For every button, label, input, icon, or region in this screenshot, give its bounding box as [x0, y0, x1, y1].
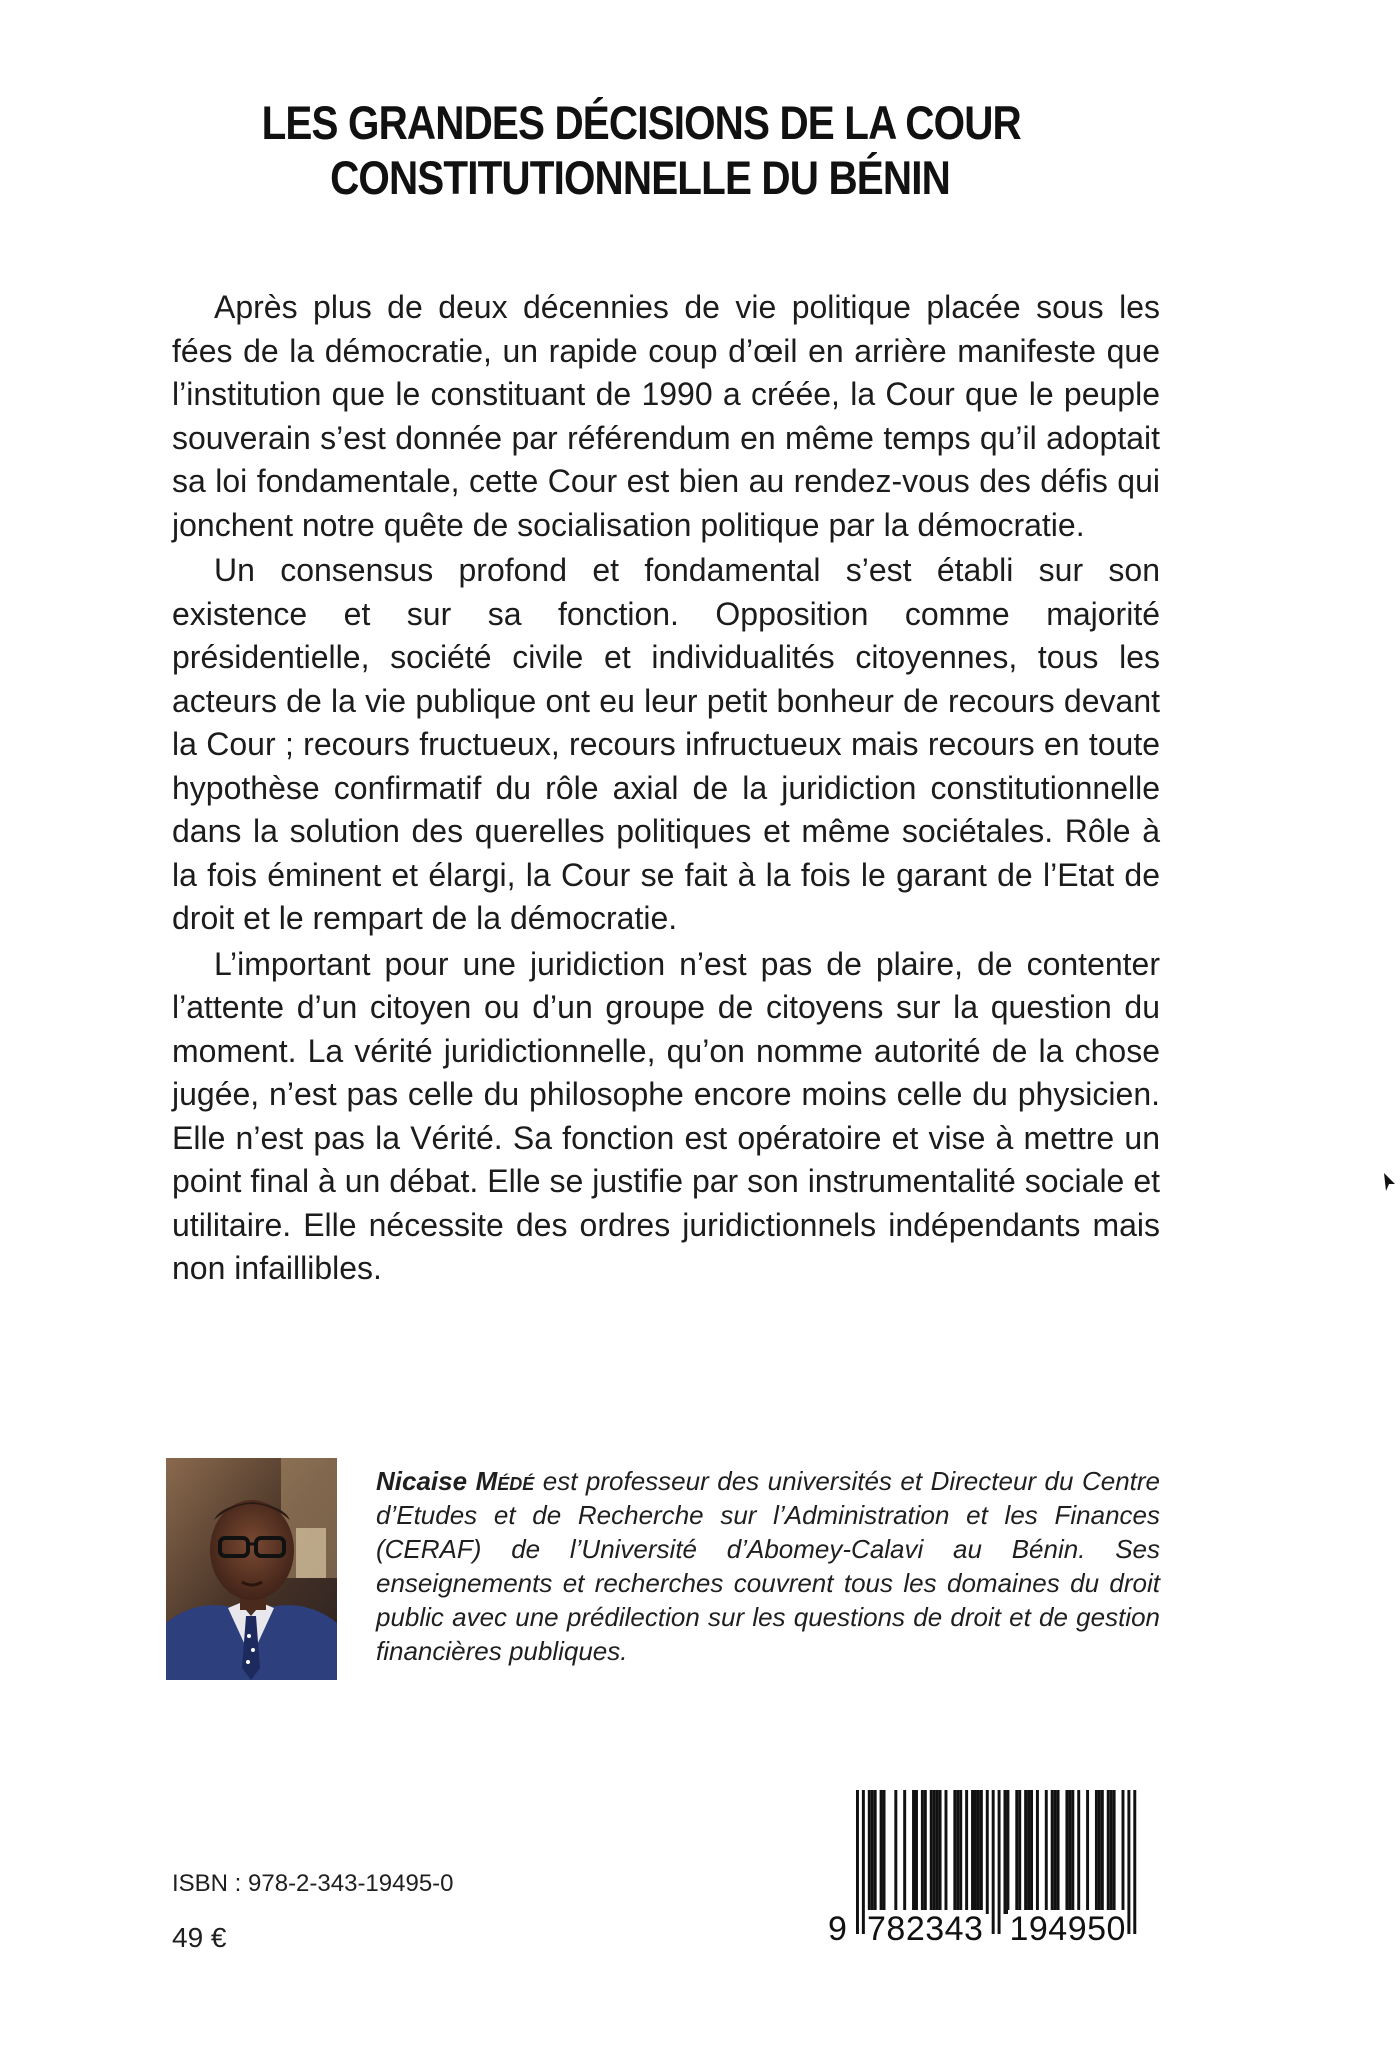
barcode-bar: [939, 1790, 942, 1914]
blurb-paragraph-1: Après plus de deux décennies de vie politique placée sous les fées de la démocratie, un rapide coup d’œil en arrière manifeste que l’institution que le constituant de 1990 a créée, la Cour que le peuple souverain s’est donnée par référendum en même temps qu’il adoptait sa loi fondamentale, cette Cour est bien au rendez-vous des défis qui jonchent notre quête de socialisation politique par la démocratie.: [172, 289, 1160, 543]
barcode-group-1: 782343: [867, 1910, 984, 1948]
barcode-bar: [874, 1790, 877, 1914]
barcode-bar: [912, 1790, 915, 1914]
barcode-bar: [1101, 1790, 1104, 1914]
author-photo: [166, 1458, 337, 1680]
barcode-bar: [936, 1790, 939, 1914]
barcode-bar: [880, 1790, 883, 1914]
barcode-bar: [1027, 1790, 1030, 1914]
book-title: [262, 95, 1019, 205]
barcode-bar: [1095, 1790, 1098, 1914]
barcode-bar: [1057, 1790, 1060, 1914]
barcode-bar: [871, 1790, 874, 1914]
author-bio-text: est professeur des universités et Directeur du Centre d’Etudes et de Recherche sur l’Administration et les Finances (CERAF) de l’Université d’Abomey-Calavi au Bénin. Ses enseignements et recherches couvrent tous les domaines du droit public avec une prédilection sur les questions de droit et de gestion financières publiques.: [376, 1466, 1160, 1666]
author-first-name: Nicaise: [376, 1466, 468, 1496]
barcode-bar: [1045, 1790, 1048, 1914]
barcode-bar: [1086, 1790, 1089, 1914]
barcode-bar: [1018, 1790, 1021, 1914]
book-title-line-1: LES GRANDES DÉCISIONS DE LA COUR: [261, 96, 1021, 149]
barcode-bar: [945, 1790, 948, 1914]
isbn: ISBN : 978-2-343-19495-0: [172, 1870, 454, 1897]
barcode-number: [828, 1910, 1158, 1949]
barcode-bar: [1077, 1790, 1080, 1914]
barcode-group-2: 194950: [1009, 1910, 1126, 1948]
barcode-bar: [930, 1790, 933, 1914]
arrow-cursor-icon: [1383, 1172, 1397, 1192]
barcode-bar: [1113, 1790, 1116, 1914]
barcode-bar: [1107, 1790, 1110, 1914]
barcode-bar: [915, 1790, 918, 1914]
barcode-bar: [903, 1790, 906, 1914]
barcode-bar: [1030, 1790, 1033, 1914]
barcode-bar: [1071, 1790, 1074, 1914]
barcode-bar: [977, 1790, 980, 1914]
barcode-bar: [1065, 1790, 1068, 1914]
barcode-bar: [1068, 1790, 1071, 1914]
barcode-bar: [965, 1790, 968, 1914]
barcode-bar: [933, 1790, 936, 1914]
barcode-bar: [1024, 1790, 1027, 1914]
barcode-bar: [953, 1790, 956, 1914]
barcode-bar: [1054, 1790, 1057, 1914]
barcode-bar: [883, 1790, 886, 1914]
barcode-lead-digit: 9: [828, 1910, 848, 1948]
barcode-bar: [924, 1790, 927, 1914]
barcode-bar: [1122, 1790, 1125, 1914]
barcode-bar: [956, 1790, 959, 1914]
barcode-bar: [1051, 1790, 1054, 1914]
barcode-bar: [971, 1790, 974, 1914]
book-title-line-2: CONSTITUTIONNELLE DU BÉNIN: [330, 151, 950, 204]
barcode-bar: [1004, 1790, 1007, 1914]
blurb: [172, 286, 1160, 1291]
barcode-bar: [980, 1790, 983, 1914]
barcode-bar: [868, 1790, 871, 1914]
barcode-bar: [1098, 1790, 1101, 1914]
blurb-paragraph-2: Un consensus profond et fondamental s’est établi sur son existence et sur sa fonction. Opposition comme majorité présidentielle, société civile et individualités citoyennes, tous les acteurs de la vie publique ont eu leur petit bonheur de recours devant la Cour ; recours fructueux, recours infructueux mais recours en toute hypothèse confirmatif du rôle axial de la juridiction constitutionnelle dans la solution des querelles politiques et même sociétales. Rôle à la fois éminent et élargi, la Cour se fait à la fois le garant de l’Etat de droit et le rempart de la démocratie.: [172, 552, 1160, 936]
barcode-bar: [986, 1790, 989, 1914]
barcode-bar: [894, 1790, 897, 1914]
barcode-bar: [1036, 1790, 1039, 1914]
barcode-bar: [1015, 1790, 1018, 1914]
barcode-bar: [959, 1790, 962, 1914]
price: 49 €: [172, 1922, 227, 1953]
author-surname: Médé: [475, 1466, 535, 1496]
barcode-bar: [1110, 1790, 1113, 1914]
barcode-bar: [974, 1790, 977, 1914]
blurb-paragraph-3: L’important pour une juridiction n’est pas de plaire, de contenter l’attente d’un citoyen ou d’un groupe de citoyens sur la question du moment. La vérité juridictionnelle, qu’on nomme autorité de la chose jugée, n’est pas celle du philosophe encore moins celle du physicien. Elle n’est pas la Vérité. Sa fonction est opératoire et vise à mettre un point final à un débat. Elle se justifie par son instrumentalité sociale et utilitaire. Elle nécessite des ordres juridictionnels indépendants mais non infaillibles.: [172, 945, 1160, 1286]
author-bio: [376, 1464, 1160, 1668]
barcode-bar: [921, 1790, 924, 1914]
barcode-bar: [1006, 1790, 1009, 1914]
